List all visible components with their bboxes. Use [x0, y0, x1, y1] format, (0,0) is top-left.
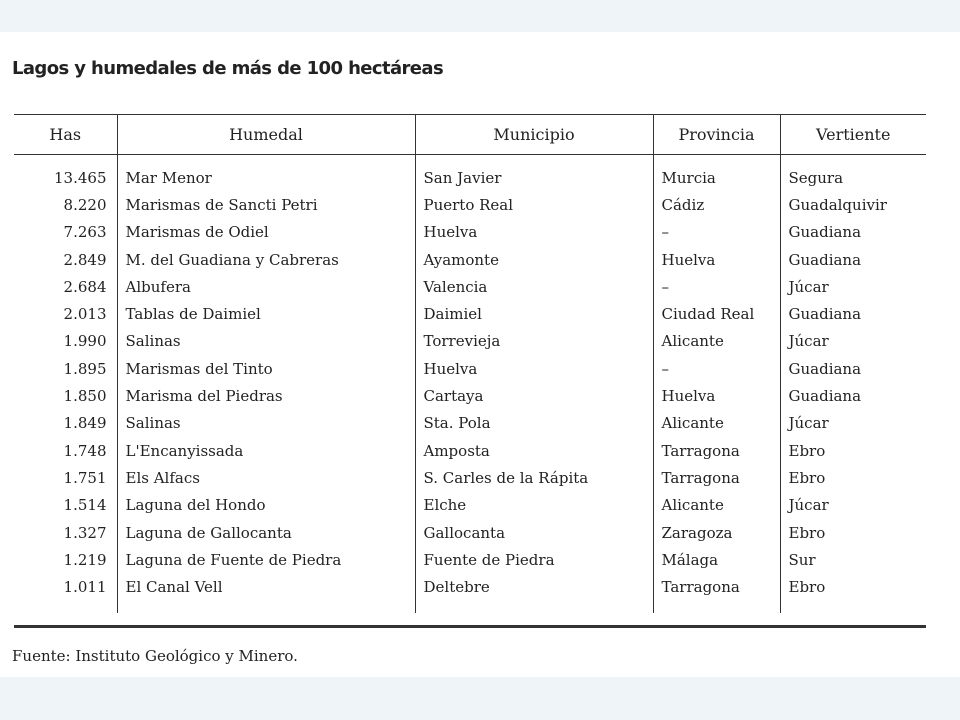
- table-row: [14, 437, 926, 464]
- table-row: [14, 492, 926, 519]
- cell-humedal: Mar Menor: [117, 155, 415, 192]
- cell-municipio: Fuente de Piedra: [415, 546, 653, 573]
- cell-provincia: –: [653, 219, 780, 246]
- cell-provincia: –: [653, 355, 780, 382]
- table-row: [14, 191, 926, 218]
- table-row: [14, 546, 926, 573]
- cell-municipio: Sta. Pola: [415, 410, 653, 437]
- cell-vertiente: Júcar: [780, 492, 926, 519]
- header-municipio: Municipio: [415, 115, 653, 155]
- cell-has: 7.263: [63, 223, 107, 242]
- table-row: [14, 410, 926, 437]
- cell-humedal: Els Alfacs: [117, 464, 415, 491]
- cell-humedal: Salinas: [117, 328, 415, 355]
- table-row: [14, 519, 926, 546]
- table-row: [14, 355, 926, 382]
- wetlands-table: [14, 115, 926, 613]
- cell-humedal: Marisma del Piedras: [117, 382, 415, 409]
- cell-municipio: Puerto Real: [415, 191, 653, 218]
- cell-vertiente: Guadiana: [780, 382, 926, 409]
- cell-provincia: Murcia: [653, 155, 780, 192]
- cell-humedal: Laguna de Fuente de Piedra: [117, 546, 415, 573]
- cell-vertiente: Ebro: [780, 464, 926, 491]
- cell-municipio: Torrevieja: [415, 328, 653, 355]
- cell-humedal: M. del Guadiana y Cabreras: [117, 246, 415, 273]
- spacer-cell: [653, 601, 780, 613]
- cell-humedal: Albufera: [117, 273, 415, 300]
- table-row: [14, 464, 926, 491]
- cell-municipio: Ayamonte: [415, 246, 653, 273]
- table-row: [14, 382, 926, 409]
- cell-has: 1.011: [63, 578, 107, 597]
- cell-municipio: Amposta: [415, 437, 653, 464]
- cell-vertiente: Ebro: [780, 519, 926, 546]
- cell-has: 1.895: [63, 359, 107, 378]
- table-body: [14, 155, 926, 613]
- cell-vertiente: Ebro: [780, 573, 926, 600]
- cell-vertiente: Guadalquivir: [780, 191, 926, 218]
- spacer-cell: [780, 601, 926, 613]
- cell-municipio: Cartaya: [415, 382, 653, 409]
- cell-provincia: Alicante: [653, 328, 780, 355]
- cell-provincia: –: [653, 273, 780, 300]
- cell-vertiente: Guadiana: [780, 219, 926, 246]
- cell-has: 2.849: [63, 250, 107, 269]
- table-row: [14, 328, 926, 355]
- cell-provincia: Málaga: [653, 546, 780, 573]
- table-bottom-spacer: [14, 601, 926, 613]
- header-row: [14, 115, 926, 155]
- cell-provincia: Huelva: [653, 382, 780, 409]
- cell-municipio: Daimiel: [415, 300, 653, 327]
- cell-humedal: Marismas de Sancti Petri: [117, 191, 415, 218]
- cell-provincia: Alicante: [653, 410, 780, 437]
- spacer-cell: [117, 601, 415, 613]
- cell-humedal: Laguna de Gallocanta: [117, 519, 415, 546]
- table-row: [14, 246, 926, 273]
- cell-provincia: Ciudad Real: [653, 300, 780, 327]
- cell-vertiente: Segura: [780, 155, 926, 192]
- cell-municipio: Gallocanta: [415, 519, 653, 546]
- spacer-cell: [14, 601, 117, 613]
- table-header: [14, 115, 926, 155]
- cell-has: 2.684: [63, 277, 107, 296]
- cell-municipio: Deltebre: [415, 573, 653, 600]
- cell-has: 1.514: [63, 496, 107, 515]
- source-note: Fuente: Instituto Geológico y Minero.: [12, 647, 298, 665]
- cell-has: 13.465: [54, 168, 107, 187]
- cell-has: 1.990: [63, 332, 107, 351]
- cell-municipio: Huelva: [415, 219, 653, 246]
- cell-provincia: Zaragoza: [653, 519, 780, 546]
- wetlands-table-frame: [14, 114, 926, 628]
- cell-provincia: Tarragona: [653, 573, 780, 600]
- cell-provincia: Tarragona: [653, 464, 780, 491]
- cell-municipio: Elche: [415, 492, 653, 519]
- cell-humedal: El Canal Vell: [117, 573, 415, 600]
- header-has: Has: [14, 115, 117, 155]
- cell-humedal: Marismas de Odiel: [117, 219, 415, 246]
- cell-humedal: L'Encanyissada: [117, 437, 415, 464]
- cell-humedal: Laguna del Hondo: [117, 492, 415, 519]
- cell-humedal: Salinas: [117, 410, 415, 437]
- header-provincia: Provincia: [653, 115, 780, 155]
- cell-has: 1.849: [63, 414, 107, 433]
- cell-has: 1.850: [63, 387, 107, 406]
- cell-vertiente: Guadiana: [780, 246, 926, 273]
- cell-has: 8.220: [63, 195, 107, 214]
- document-page: [0, 32, 960, 677]
- cell-has: 1.751: [63, 468, 107, 487]
- cell-humedal: Tablas de Daimiel: [117, 300, 415, 327]
- cell-has: 1.219: [63, 550, 107, 569]
- spacer-cell: [415, 601, 653, 613]
- cell-provincia: Huelva: [653, 246, 780, 273]
- cell-vertiente: Júcar: [780, 410, 926, 437]
- cell-vertiente: Ebro: [780, 437, 926, 464]
- cell-municipio: Valencia: [415, 273, 653, 300]
- cell-vertiente: Sur: [780, 546, 926, 573]
- header-vertiente: Vertiente: [780, 115, 926, 155]
- cell-has: 1.327: [63, 523, 107, 542]
- table-row: [14, 219, 926, 246]
- cell-provincia: Tarragona: [653, 437, 780, 464]
- table-row: [14, 573, 926, 600]
- cell-vertiente: Guadiana: [780, 355, 926, 382]
- cell-municipio: S. Carles de la Rápita: [415, 464, 653, 491]
- cell-municipio: Huelva: [415, 355, 653, 382]
- cell-humedal: Marismas del Tinto: [117, 355, 415, 382]
- cell-has: 2.013: [63, 305, 107, 324]
- cell-vertiente: Júcar: [780, 328, 926, 355]
- cell-municipio: San Javier: [415, 155, 653, 192]
- cell-has: 1.748: [63, 441, 107, 460]
- cell-vertiente: Guadiana: [780, 300, 926, 327]
- table-row: [14, 155, 926, 192]
- header-humedal: Humedal: [117, 115, 415, 155]
- cell-vertiente: Júcar: [780, 273, 926, 300]
- page-title: Lagos y humedales de más de 100 hectáreas: [12, 58, 444, 79]
- table-row: [14, 300, 926, 327]
- cell-provincia: Alicante: [653, 492, 780, 519]
- table-row: [14, 273, 926, 300]
- cell-provincia: Cádiz: [653, 191, 780, 218]
